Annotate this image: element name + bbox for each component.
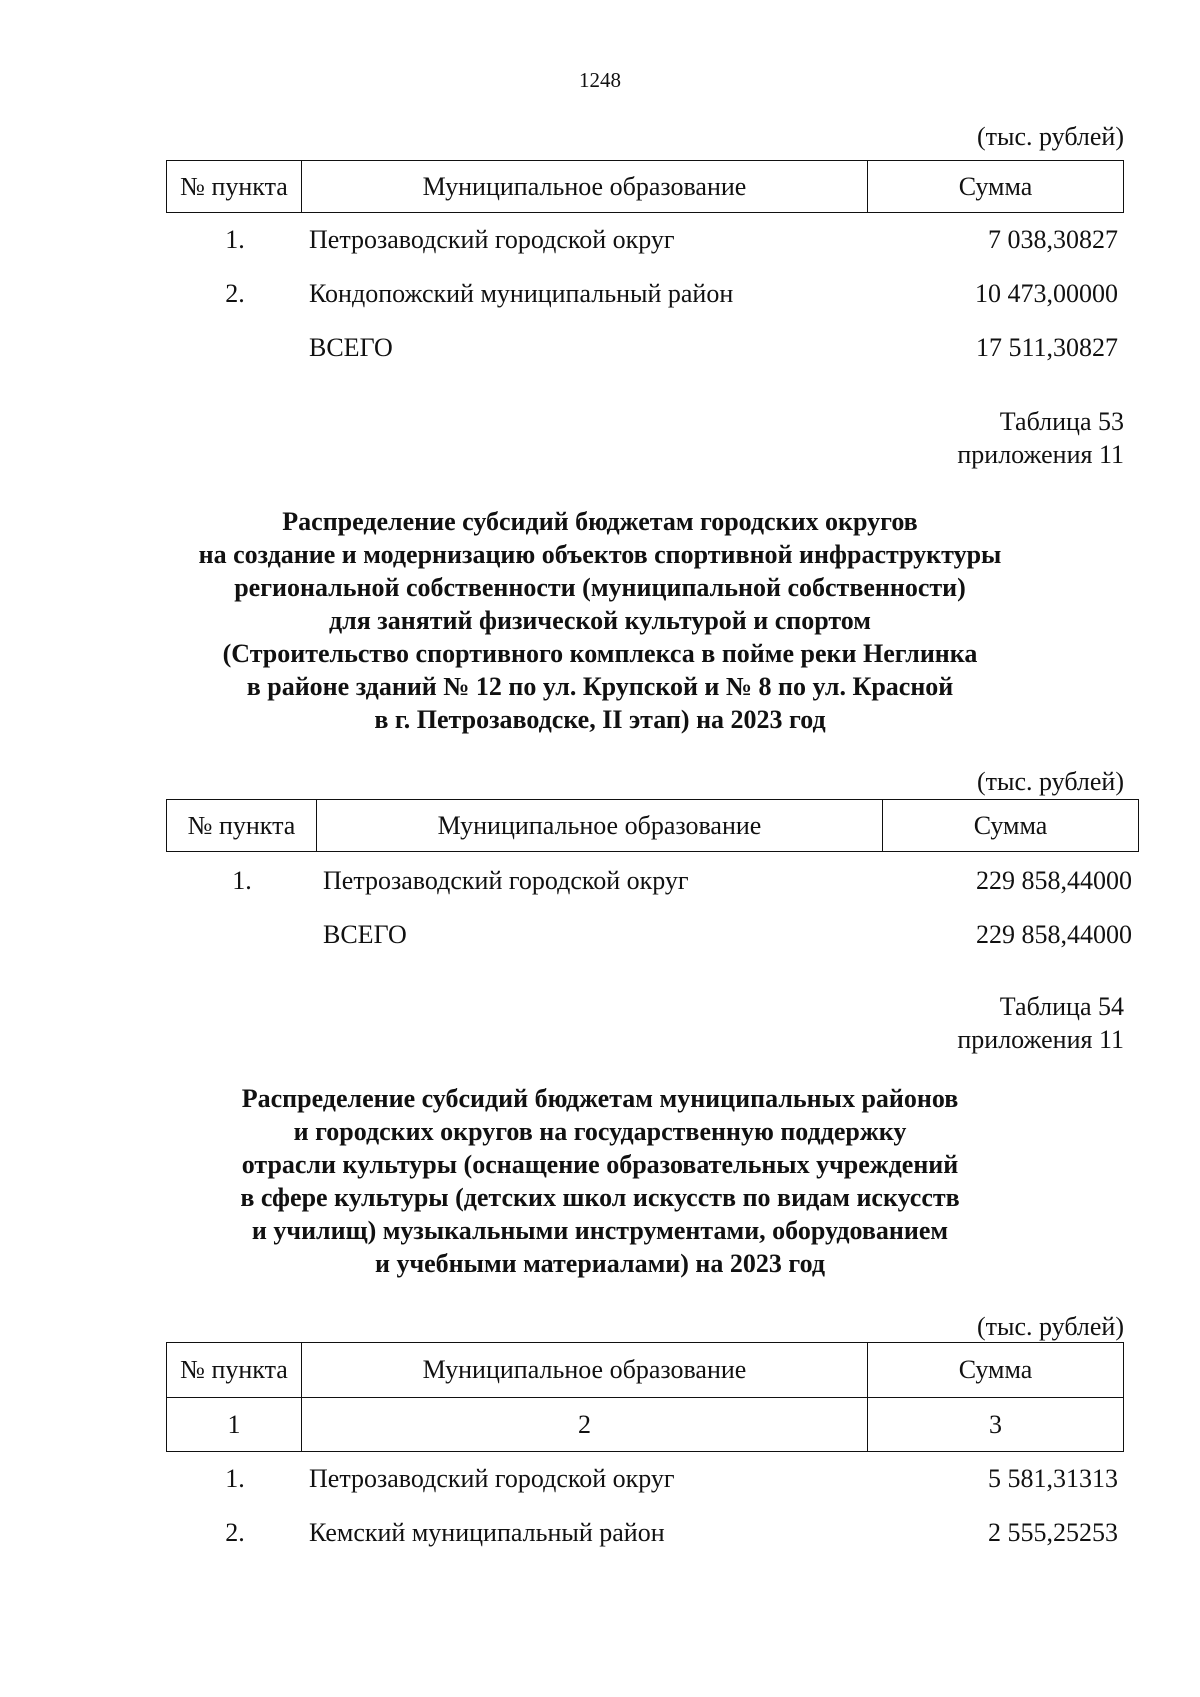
row-name: Кемский муниципальный район [309,1518,665,1547]
title-line: Распределение субсидий бюджетам муниципальных районов [241,1084,959,1113]
caption-table-number: Таблица 54 [999,992,1124,1021]
total-label: ВСЕГО [309,333,393,362]
row-sum: 10 473,00000 [975,279,1118,308]
section-title [0,1082,1200,1280]
table-caption [700,405,1124,471]
caption-appendix: приложения 11 [957,1025,1124,1054]
title-line: (Строительство спортивного комплекса в пойме реки Неглинка [222,639,978,668]
row-num: 1. [225,225,245,254]
caption-table-number: Таблица 53 [999,407,1124,436]
title-line: в г. Петрозаводске, II этап) на 2023 год [374,705,826,734]
header-sum: Сумма [883,800,1139,852]
header-name: Муниципальное образование [317,800,883,852]
row-name: Петрозаводский городской округ [323,866,689,895]
total-sum: 17 511,30827 [975,333,1118,362]
row-num: 2. [225,1518,245,1547]
total-label: ВСЕГО [323,920,407,949]
title-line: в сфере культуры (детских школ искусств по видам искусств [240,1183,960,1212]
row-num: 1. [232,866,252,895]
table-header [166,799,1139,852]
index-num: 1 [167,1398,302,1452]
title-line: в районе зданий № 12 по ул. Крупской и № 8 по ул. Красной [246,672,954,701]
header-name: Муниципальное образование [302,1343,868,1398]
units-label: (тыс. рублей) [976,122,1124,151]
title-line: отрасли культуры (оснащение образовательных учреждений [241,1150,959,1179]
header-num: № пункта [167,800,317,852]
title-line: и училищ) музыкальными инструментами, оборудованием [251,1216,949,1245]
page-number: 1248 [579,68,621,92]
index-sum: 3 [868,1398,1124,1452]
title-line: Распределение субсидий бюджетам городских округов [282,507,918,536]
units-label: (тыс. рублей) [976,767,1124,796]
table-caption [700,990,1124,1056]
row-name: Петрозаводский городской округ [309,225,675,254]
caption-appendix: приложения 11 [957,440,1124,469]
title-line: для занятий физической культурой и спортом [328,606,872,635]
row-sum: 7 038,30827 [988,225,1118,254]
title-line: и городских округов на государственную поддержку [293,1117,907,1146]
row-num: 1. [225,1464,245,1493]
header-sum: Сумма [868,161,1124,213]
header-sum: Сумма [868,1343,1124,1398]
row-sum: 229 858,44000 [976,866,1132,895]
row-name: Петрозаводский городской округ [309,1464,675,1493]
section-title [0,505,1200,736]
header-num: № пункта [167,1343,302,1398]
index-name: 2 [302,1398,868,1452]
total-sum: 229 858,44000 [976,920,1132,949]
row-num: 2. [225,279,245,308]
title-line: и учебными материалами) на 2023 год [375,1249,825,1278]
table-header [166,1342,1124,1452]
title-line: региональной собственности (муниципальной собственности) [234,573,966,602]
column-index-row [167,1398,1124,1452]
row-name: Кондопожский муниципальный район [309,279,734,308]
title-line: на создание и модернизацию объектов спортивной инфраструктуры [198,540,1002,569]
table-header [166,160,1124,213]
units-label: (тыс. рублей) [976,1312,1124,1341]
row-sum: 5 581,31313 [988,1464,1118,1493]
header-num: № пункта [167,161,302,213]
row-sum: 2 555,25253 [988,1518,1118,1547]
header-name: Муниципальное образование [302,161,868,213]
